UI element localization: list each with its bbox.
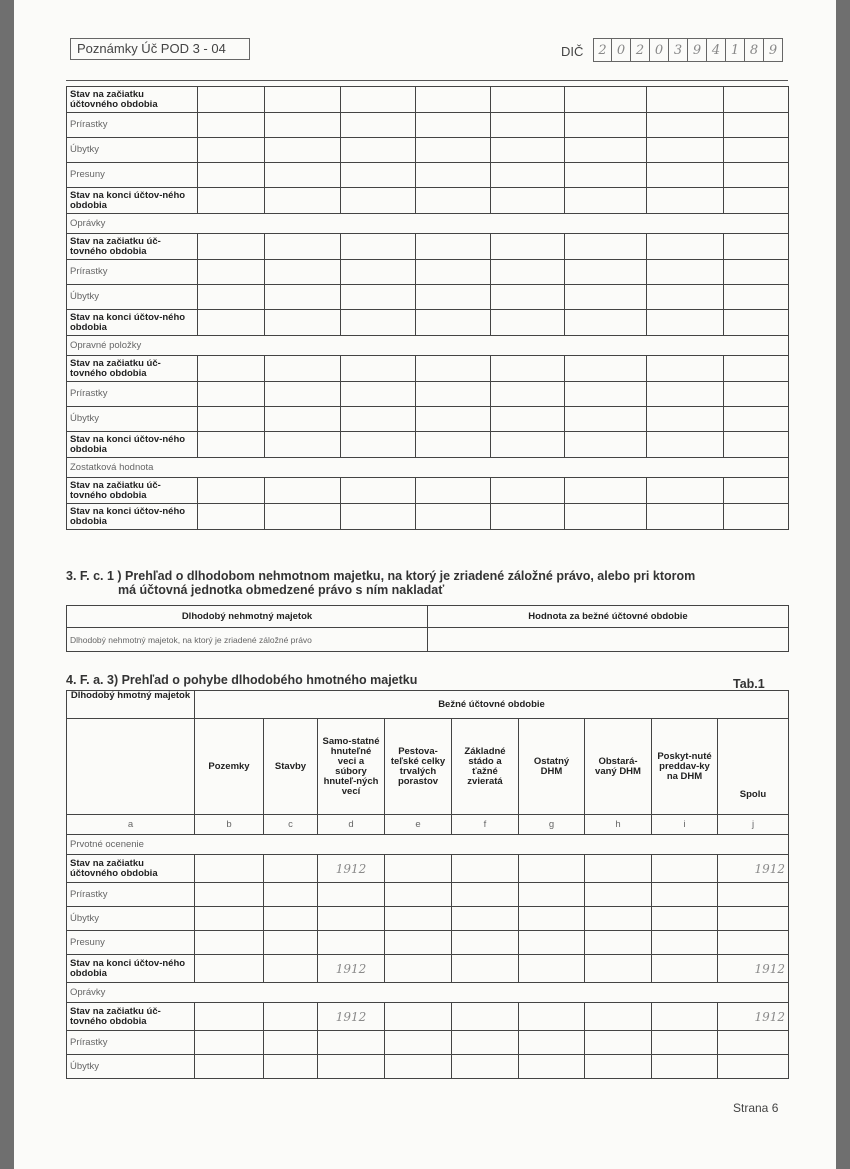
value-cell (647, 382, 724, 407)
row-label: Prírastky (67, 382, 198, 407)
value-cell-d: 1912 (318, 1003, 385, 1031)
value-cell (647, 310, 724, 336)
value-cell (416, 260, 491, 285)
column-letter: d (318, 815, 385, 835)
table-row (67, 234, 789, 260)
value-cell (265, 113, 341, 138)
value-cell (265, 504, 341, 530)
value-cell (652, 1031, 718, 1055)
value-cell-total: 1912 (718, 955, 789, 983)
table-row (67, 955, 789, 983)
table-row (67, 931, 789, 955)
value-cell (647, 113, 724, 138)
value-cell (198, 138, 265, 163)
row-label: Stav na konci účtov-ného obdobia (67, 310, 198, 336)
table-row (67, 336, 789, 356)
row-label: Stav na začiatku úč-tovného obdobia (67, 356, 198, 382)
value-cell (385, 931, 452, 955)
value-cell (724, 478, 789, 504)
value-cell (265, 188, 341, 214)
form-title-box (70, 38, 250, 60)
table-row (67, 87, 789, 113)
value-cell (416, 382, 491, 407)
value-cell (198, 113, 265, 138)
value-cell (385, 855, 452, 883)
dic-digit-box: 1 (726, 38, 745, 62)
value-cell (198, 504, 265, 530)
table-row (67, 504, 789, 530)
column-letter: b (195, 815, 264, 835)
row-label: Opravné položky (67, 336, 789, 356)
tangible-assets-table (66, 690, 789, 1079)
col-current-period-value: Hodnota za bežné účtovné obdobie (428, 606, 789, 628)
value-cell (341, 478, 416, 504)
value-cell (491, 432, 565, 458)
value-cell (416, 234, 491, 260)
value-cell (264, 1055, 318, 1079)
value-cell (647, 432, 724, 458)
value-cell-total: 1912 (718, 1003, 789, 1031)
table-row (67, 188, 789, 214)
value-cell (565, 87, 647, 113)
value-cell (341, 310, 416, 336)
value-cell (565, 113, 647, 138)
row-label: Stav na začiatku účtovného obdobia (67, 87, 198, 113)
value-cell (265, 478, 341, 504)
value-cell (341, 87, 416, 113)
value-cell (724, 432, 789, 458)
value-cell (265, 356, 341, 382)
period-header: Bežné účtovné obdobie (195, 691, 789, 719)
table-row (67, 835, 789, 855)
value-cell (264, 931, 318, 955)
corner-header: Dlhodobý hmotný majetok (67, 691, 195, 719)
corner-blank (67, 719, 195, 815)
value-cell (265, 407, 341, 432)
column-header: Základné stádo a ťažné zvieratá (452, 719, 519, 815)
value-cell (385, 883, 452, 907)
value-cell (491, 188, 565, 214)
value-cell (647, 260, 724, 285)
section-3-heading-line1: 3. F. c. 1 ) Prehľad o dlhodobom nehmotnom majetku, na ktorý je zriadené záložné právo, alebo pri ktorom (66, 569, 696, 583)
row-label: Stav na konci účtov-ného obdobia (67, 188, 198, 214)
value-cell (198, 432, 265, 458)
value-cell (385, 1031, 452, 1055)
value-cell-total (718, 931, 789, 955)
form-title: Poznámky Úč POD 3 - 04 (77, 41, 226, 56)
value-cell (341, 163, 416, 188)
table-row (67, 310, 789, 336)
value-cell (341, 188, 416, 214)
value-cell (416, 432, 491, 458)
value-cell (652, 931, 718, 955)
value-cell (264, 955, 318, 983)
table-row (67, 1055, 789, 1079)
col-intangible-asset: Dlhodobý nehmotný majetok (67, 606, 428, 628)
table-row (67, 285, 789, 310)
value-cell (195, 1055, 264, 1079)
value-cell (565, 432, 647, 458)
row-label: Úbytky (67, 138, 198, 163)
dic-digit-boxes (593, 38, 783, 62)
value-cell (647, 356, 724, 382)
value-cell (519, 1031, 585, 1055)
value-cell (195, 931, 264, 955)
table-row (67, 983, 789, 1003)
value-cell (491, 260, 565, 285)
table-row (67, 407, 789, 432)
value-cell (341, 285, 416, 310)
value-cell (198, 234, 265, 260)
value-cell (585, 855, 652, 883)
row-label: Úbytky (67, 407, 198, 432)
table-row (67, 1003, 789, 1031)
dic-digit-box: 9 (764, 38, 783, 62)
column-header: Spolu (718, 719, 789, 815)
table-row (67, 163, 789, 188)
column-header: Pozemky (195, 719, 264, 815)
value-cell (265, 87, 341, 113)
column-letter: a (67, 815, 195, 835)
column-header: Samo-statné hnuteľné veci a súbory hnuteľ-ných vecí (318, 719, 385, 815)
value-cell (265, 382, 341, 407)
value-cell (519, 1003, 585, 1031)
value-cell (491, 113, 565, 138)
value-cell (565, 504, 647, 530)
value-cell-total (718, 907, 789, 931)
column-header: Stavby (264, 719, 318, 815)
value-cell (195, 855, 264, 883)
value-cell (585, 1003, 652, 1031)
value-cell (647, 285, 724, 310)
table-row (67, 214, 789, 234)
value-cell (724, 87, 789, 113)
value-cell (452, 955, 519, 983)
intangible-pledge-row-label: Dlhodobý nehmotný majetok, na ktorý je zriadené záložné právo (67, 628, 428, 652)
dic-digit-box: 3 (669, 38, 688, 62)
value-cell (198, 87, 265, 113)
dic-digit-box: 8 (745, 38, 764, 62)
value-cell (724, 188, 789, 214)
table-row (67, 478, 789, 504)
value-cell (491, 285, 565, 310)
value-cell (265, 138, 341, 163)
value-cell (647, 504, 724, 530)
value-cell (416, 310, 491, 336)
intangible-pledge-table (66, 605, 789, 652)
value-cell (585, 883, 652, 907)
row-label: Úbytky (67, 285, 198, 310)
value-cell-total (718, 1055, 789, 1079)
value-cell (265, 234, 341, 260)
row-label: Prvotné ocenenie (67, 835, 789, 855)
table-row (67, 458, 789, 478)
section-4-heading: 4. F. a. 3) Prehľad o pohybe dlhodobého hmotného majetku (66, 673, 418, 687)
value-cell (416, 163, 491, 188)
value-cell (452, 907, 519, 931)
value-cell (647, 87, 724, 113)
value-cell (565, 478, 647, 504)
value-cell (519, 931, 585, 955)
value-cell (652, 855, 718, 883)
value-cell (452, 931, 519, 955)
value-cell (724, 138, 789, 163)
value-cell (264, 855, 318, 883)
movement-table-top (66, 86, 789, 530)
row-label: Stav na začiatku úč-tovného obdobia (67, 234, 198, 260)
value-cell (565, 356, 647, 382)
value-cell (341, 260, 416, 285)
column-letter: f (452, 815, 519, 835)
value-cell (491, 478, 565, 504)
value-cell-total (718, 883, 789, 907)
value-cell (198, 310, 265, 336)
row-label: Stav na začiatku úč-tovného obdobia (67, 478, 198, 504)
row-label: Oprávky (67, 983, 789, 1003)
value-cell (652, 955, 718, 983)
column-header: Obstará-vaný DHM (585, 719, 652, 815)
value-cell (724, 113, 789, 138)
column-letter: i (652, 815, 718, 835)
table-row (67, 138, 789, 163)
value-cell (585, 931, 652, 955)
value-cell (452, 1031, 519, 1055)
value-cell-total (718, 1031, 789, 1055)
row-label: Prírastky (67, 1031, 195, 1055)
value-cell (416, 504, 491, 530)
value-cell (519, 955, 585, 983)
value-cell (519, 907, 585, 931)
table-row (67, 432, 789, 458)
value-cell (198, 356, 265, 382)
value-cell (264, 883, 318, 907)
value-cell-d (318, 931, 385, 955)
value-cell (416, 407, 491, 432)
value-cell (491, 138, 565, 163)
value-cell (724, 310, 789, 336)
value-cell (385, 955, 452, 983)
value-cell (341, 407, 416, 432)
column-header: Pestova-teľské celky trvalých porastov (385, 719, 452, 815)
value-cell (647, 234, 724, 260)
value-cell (491, 504, 565, 530)
value-cell (452, 1003, 519, 1031)
table-row (67, 855, 789, 883)
value-cell (341, 356, 416, 382)
value-cell (452, 855, 519, 883)
value-cell (341, 234, 416, 260)
value-cell (416, 478, 491, 504)
value-cell (341, 432, 416, 458)
value-cell (565, 285, 647, 310)
value-cell (341, 504, 416, 530)
value-cell (565, 382, 647, 407)
value-cell (416, 285, 491, 310)
table-row (67, 883, 789, 907)
dic-digit-box: 4 (707, 38, 726, 62)
value-cell (198, 188, 265, 214)
value-cell (491, 87, 565, 113)
row-label: Stav na konci účtov-ného obdobia (67, 504, 198, 530)
column-letter: h (585, 815, 652, 835)
value-cell (647, 188, 724, 214)
table-row (67, 356, 789, 382)
table-row (67, 260, 789, 285)
value-cell (491, 163, 565, 188)
value-cell (416, 356, 491, 382)
table-row (67, 113, 789, 138)
value-cell (264, 1031, 318, 1055)
value-cell (565, 260, 647, 285)
value-cell (198, 407, 265, 432)
dic-digit-box: 0 (650, 38, 669, 62)
value-cell (265, 285, 341, 310)
value-cell (565, 138, 647, 163)
value-cell (264, 907, 318, 931)
value-cell (385, 1003, 452, 1031)
value-cell (385, 907, 452, 931)
value-cell (491, 310, 565, 336)
value-cell (565, 188, 647, 214)
page-number: Strana 6 (733, 1101, 779, 1115)
value-cell (724, 234, 789, 260)
column-letter: j (718, 815, 789, 835)
value-cell (264, 1003, 318, 1031)
value-cell (724, 382, 789, 407)
dic-label: DIČ (561, 44, 584, 59)
intangible-pledge-row-value (428, 628, 789, 652)
value-cell (519, 1055, 585, 1079)
value-cell (491, 234, 565, 260)
value-cell (341, 113, 416, 138)
value-cell (724, 163, 789, 188)
value-cell (452, 883, 519, 907)
value-cell (724, 285, 789, 310)
value-cell (724, 260, 789, 285)
column-letter: c (264, 815, 318, 835)
table-row (67, 907, 789, 931)
value-cell (652, 883, 718, 907)
value-cell-d: 1912 (318, 855, 385, 883)
value-cell-d (318, 1031, 385, 1055)
value-cell (585, 907, 652, 931)
value-cell-total: 1912 (718, 855, 789, 883)
row-label: Presuny (67, 931, 195, 955)
value-cell (724, 356, 789, 382)
row-label: Prírastky (67, 883, 195, 907)
value-cell (647, 407, 724, 432)
value-cell-d (318, 1055, 385, 1079)
value-cell (195, 1003, 264, 1031)
value-cell (652, 1055, 718, 1079)
dic-digit-box: 2 (631, 38, 650, 62)
value-cell-d (318, 883, 385, 907)
value-cell (198, 163, 265, 188)
column-header: Poskyt-nuté preddav-ky na DHM (652, 719, 718, 815)
row-label: Stav na konci účtov-ného obdobia (67, 955, 195, 983)
value-cell (565, 234, 647, 260)
value-cell (585, 1055, 652, 1079)
value-cell (647, 478, 724, 504)
row-label: Stav na začiatku účtovného obdobia (67, 855, 195, 883)
value-cell (265, 163, 341, 188)
column-letter: g (519, 815, 585, 835)
value-cell (652, 907, 718, 931)
value-cell (341, 138, 416, 163)
value-cell (647, 163, 724, 188)
section-3-heading-line2: má účtovná jednotka obmedzené právo s ním nakladať (118, 583, 445, 597)
value-cell (195, 907, 264, 931)
value-cell (195, 955, 264, 983)
column-header: Ostatný DHM (519, 719, 585, 815)
section-3-heading (66, 569, 695, 597)
value-cell (491, 382, 565, 407)
value-cell (519, 855, 585, 883)
value-cell (341, 382, 416, 407)
value-cell (198, 382, 265, 407)
row-label: Stav na konci účtov-ného obdobia (67, 432, 198, 458)
header-rule (66, 80, 788, 81)
value-cell (385, 1055, 452, 1079)
value-cell (265, 432, 341, 458)
row-label: Oprávky (67, 214, 789, 234)
value-cell (565, 407, 647, 432)
value-cell (265, 310, 341, 336)
value-cell (195, 1031, 264, 1055)
row-label: Prírastky (67, 260, 198, 285)
value-cell (195, 883, 264, 907)
value-cell (452, 1055, 519, 1079)
value-cell-d (318, 907, 385, 931)
row-label: Zostatková hodnota (67, 458, 789, 478)
value-cell (647, 138, 724, 163)
value-cell (198, 478, 265, 504)
table-row (67, 382, 789, 407)
dic-digit-box: 2 (593, 38, 612, 62)
value-cell (585, 955, 652, 983)
value-cell (519, 883, 585, 907)
value-cell (565, 310, 647, 336)
value-cell (724, 504, 789, 530)
row-label: Prírastky (67, 113, 198, 138)
value-cell (416, 87, 491, 113)
value-cell (724, 407, 789, 432)
table-row (67, 1031, 789, 1055)
value-cell (265, 260, 341, 285)
value-cell (585, 1031, 652, 1055)
column-letter: e (385, 815, 452, 835)
value-cell (198, 260, 265, 285)
value-cell (491, 356, 565, 382)
value-cell (416, 113, 491, 138)
value-cell (198, 285, 265, 310)
value-cell (491, 407, 565, 432)
row-label: Úbytky (67, 907, 195, 931)
row-label: Stav na začiatku úč-tovného obdobia (67, 1003, 195, 1031)
row-label: Presuny (67, 163, 198, 188)
tab-label: Tab.1 (733, 677, 765, 691)
value-cell-d: 1912 (318, 955, 385, 983)
value-cell (565, 163, 647, 188)
row-label: Úbytky (67, 1055, 195, 1079)
dic-digit-box: 0 (612, 38, 631, 62)
value-cell (416, 188, 491, 214)
value-cell (652, 1003, 718, 1031)
dic-digit-box: 9 (688, 38, 707, 62)
value-cell (416, 138, 491, 163)
